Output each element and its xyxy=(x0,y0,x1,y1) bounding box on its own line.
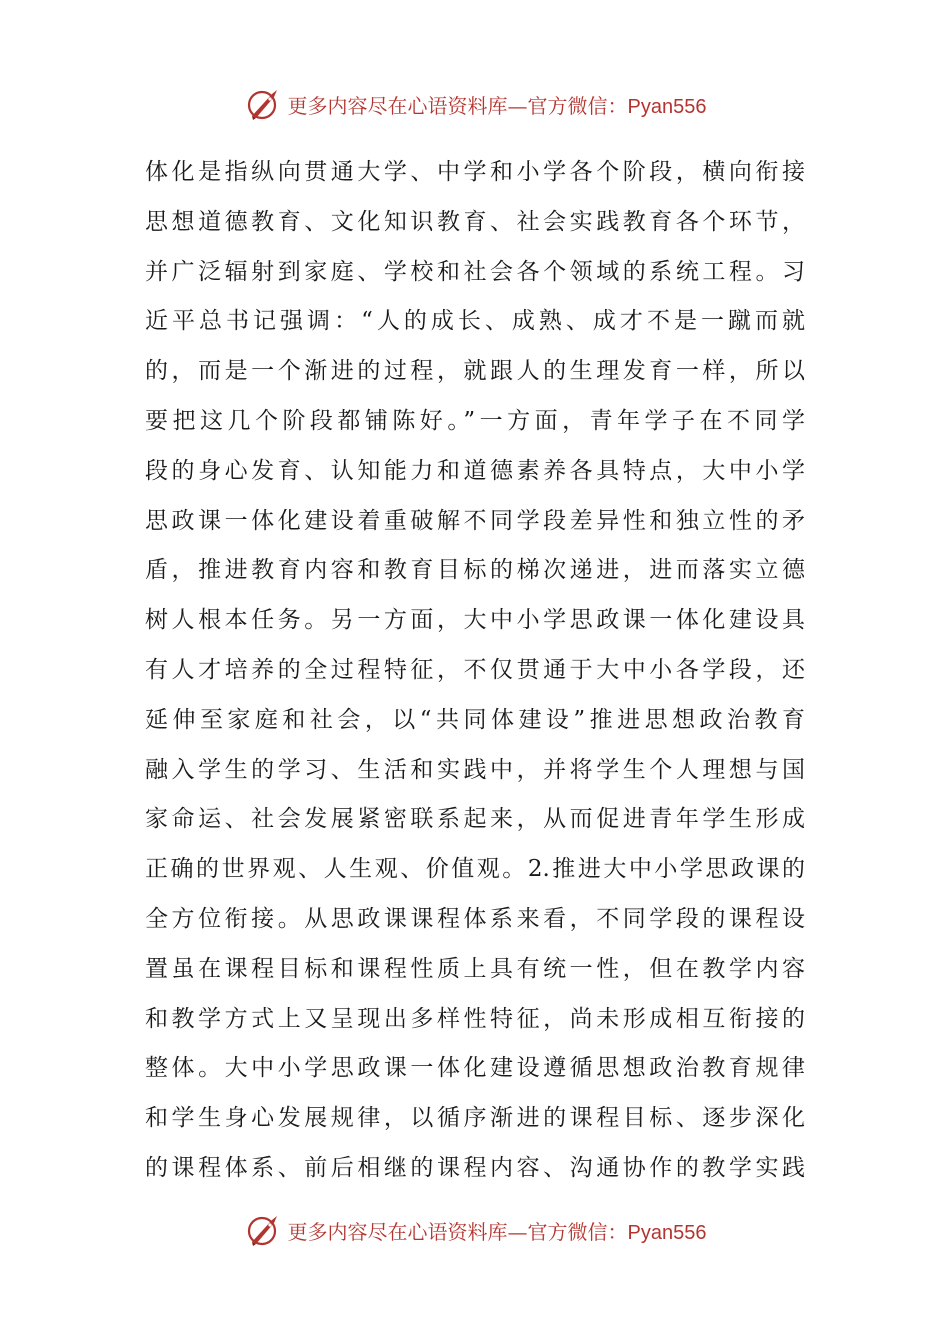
body-line: 段的身心发育、认知能力和道德素养各具特点，大中小学 xyxy=(145,457,805,484)
footer-wechat-id: Pyan556 xyxy=(627,1221,707,1244)
body-line: 思想道德教育、文化知识教育、社会实践教育各个环节， xyxy=(145,208,805,235)
body-line: 整体。大中小学思政课一体化建设遵循思想政治教育规律 xyxy=(145,1055,805,1082)
body-line: 并广泛辐射到家庭、学校和社会各个领域的系统工程。习 xyxy=(145,258,805,285)
body-line: 全方位衔接。从思政课课程体系来看，不同学段的课程设 xyxy=(145,905,805,932)
body-line: 体化是指纵向贯通大学、中学和小学各个阶段，横向衔接 xyxy=(145,159,805,185)
document-body xyxy=(145,148,805,1194)
body-line: 的，而是一个渐进的过程，就跟人的生理发育一样，所以 xyxy=(145,358,805,385)
body-line: 家命运、社会发展紧密联系起来，从而促进青年学生形成 xyxy=(145,806,805,833)
body-line: 要把这几个阶段都铺陈好。”一方面，青年学子在不同学 xyxy=(145,407,805,434)
pen-nib-logo-icon xyxy=(244,1212,284,1248)
footer-banner-content xyxy=(244,1212,707,1248)
pen-nib-logo-icon xyxy=(244,86,284,122)
header-banner-text: 更多内容尽在心语资料库—官方微信：Pyan556 xyxy=(287,93,707,118)
body-line: 有人才培养的全过程特征，不仅贯通于大中小各学段，还 xyxy=(145,656,805,683)
header-banner xyxy=(0,84,950,124)
body-line: 树人根本任务。另一方面，大中小学思政课一体化建设具 xyxy=(145,607,805,634)
body-line: 和学生身心发展规律，以循序渐进的课程目标、逐步深化 xyxy=(145,1105,805,1132)
body-line: 近平总书记强调：“人的成长、成熟、成才不是一蹴而就 xyxy=(145,308,805,335)
body-line: 置虽在课程目标和课程性质上具有统一性，但在教学内容 xyxy=(145,955,805,982)
body-line: 延伸至家庭和社会，以“共同体建设”推进思想政治教育 xyxy=(145,706,805,733)
header-wechat-id: Pyan556 xyxy=(627,95,707,118)
body-line: 和教学方式上又呈现出多样性特征，尚未形成相互衔接的 xyxy=(145,1005,805,1032)
body-line: 正确的世界观、人生观、价值观。2.推进大中小学思政课的 xyxy=(145,856,805,883)
body-line: 的课程体系、前后相继的课程内容、沟通协作的教学实践 xyxy=(145,1154,805,1181)
body-line: 融入学生的学习、生活和实践中，并将学生个人理想与国 xyxy=(145,756,805,783)
body-line: 思政课一体化建设着重破解不同学段差异性和独立性的矛 xyxy=(145,507,805,534)
footer-banner-text: 更多内容尽在心语资料库—官方微信：Pyan556 xyxy=(287,1219,707,1244)
footer-banner xyxy=(0,1210,950,1250)
header-banner-content xyxy=(244,86,707,122)
body-line: 盾，推进教育内容和教育目标的梯次递进，进而落实立德 xyxy=(145,557,805,584)
